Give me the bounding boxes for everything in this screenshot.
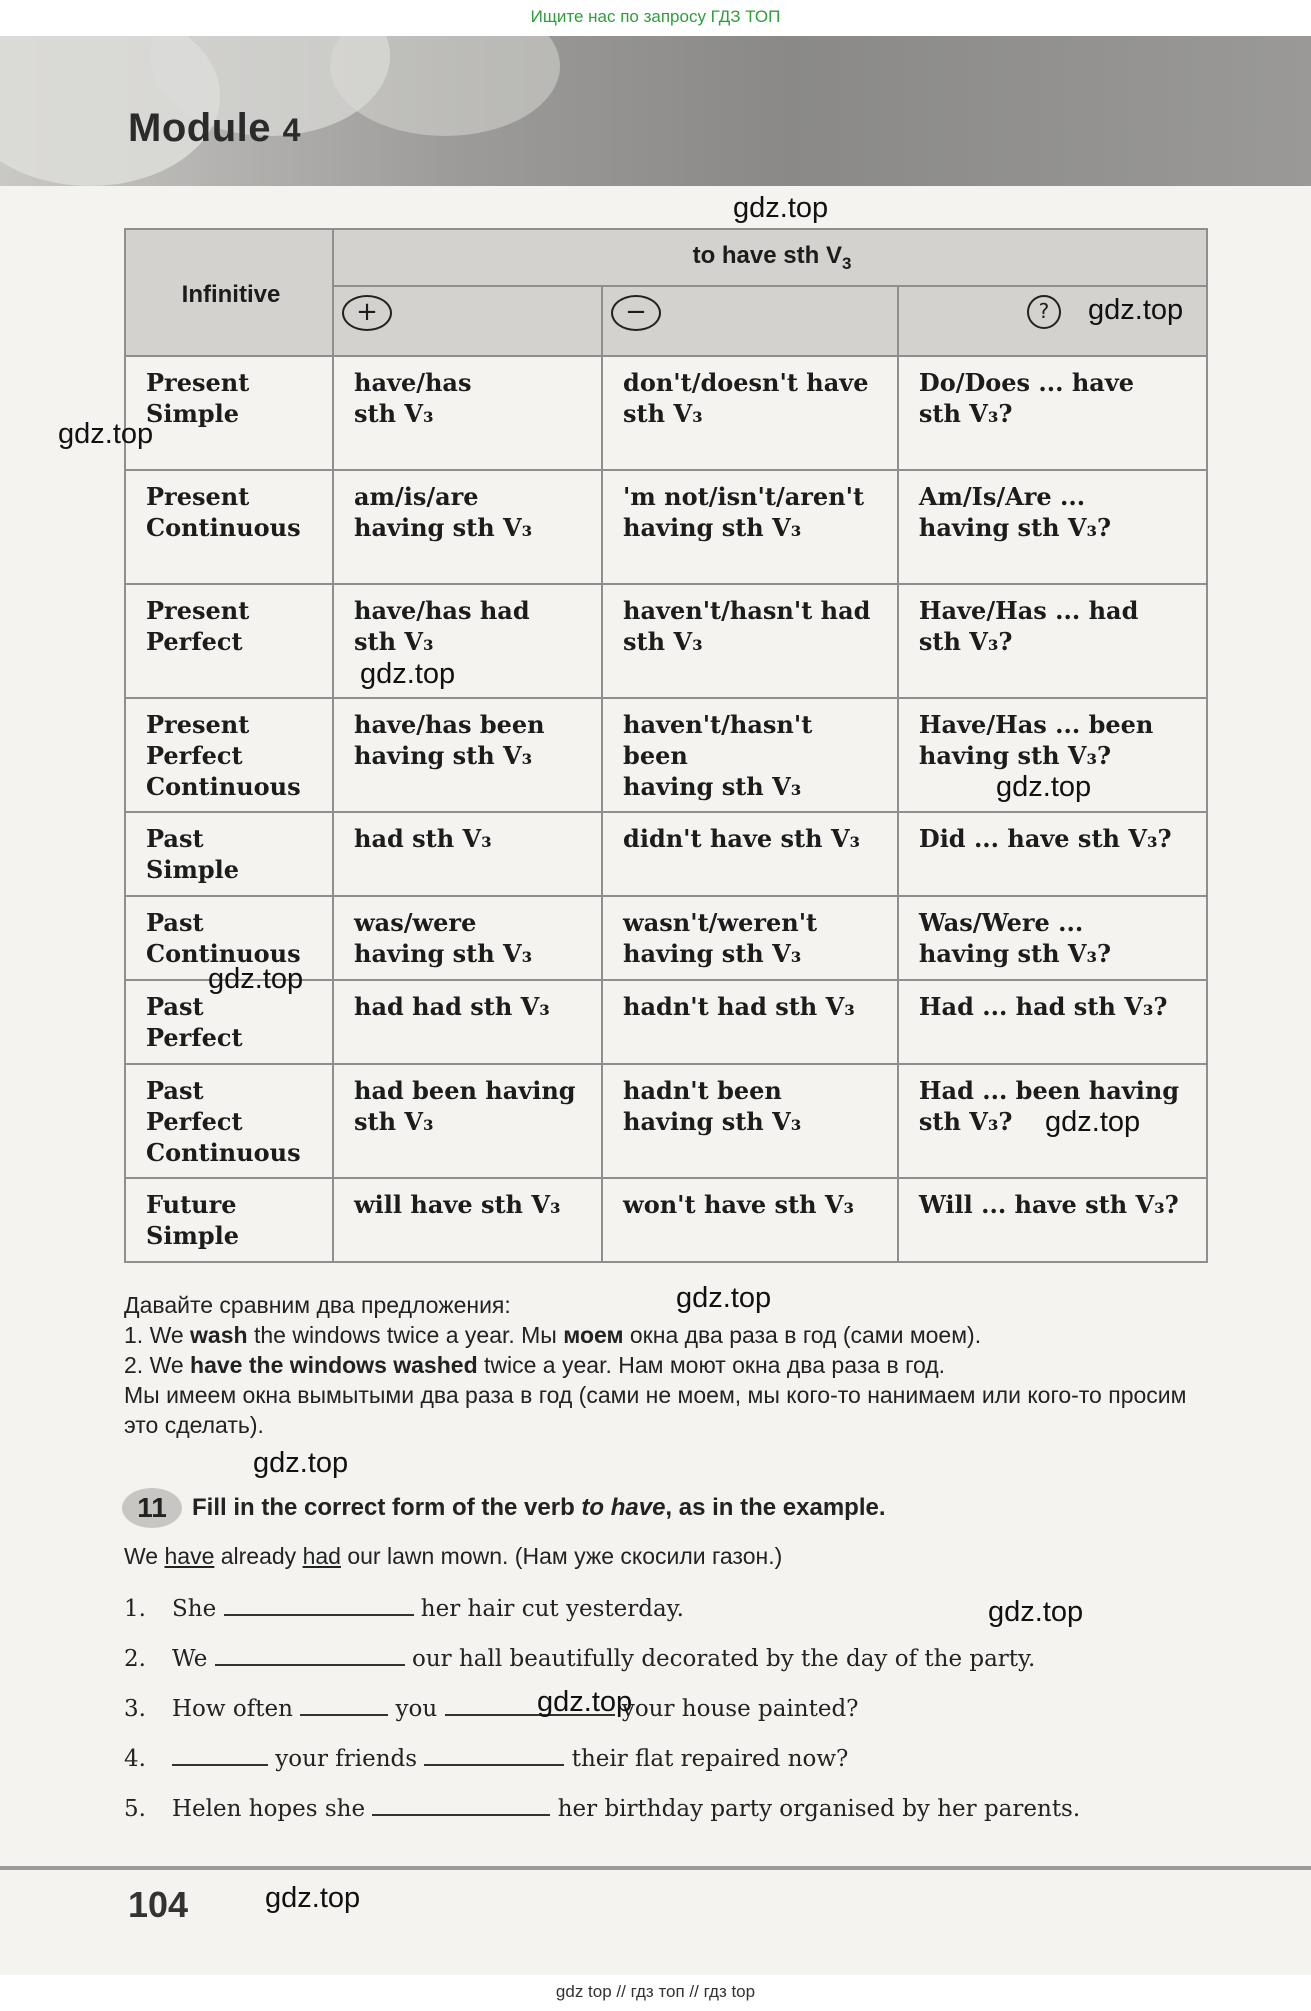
negative-cell (602, 470, 898, 584)
item-number: 4. (124, 1746, 146, 1772)
tense-cell (125, 1064, 333, 1178)
exercise-example: We have already had our lawn mown. (Нам уже скосили газон.) (124, 1543, 783, 1569)
question-cell (898, 812, 1207, 896)
item-text: Helen hopes she (172, 1796, 373, 1822)
cell-line: having sth V₃ (623, 938, 802, 968)
item-text: her birthday party organised by her parents. (550, 1796, 1081, 1822)
cell-line: having sth V₃ (354, 938, 533, 968)
question-cell (898, 980, 1207, 1064)
cell-line: Perfect (146, 1022, 243, 1052)
cell-line: having sth V₃ (623, 1106, 802, 1136)
negative-cell (602, 812, 898, 896)
item-number: 1. (124, 1596, 146, 1622)
cell-line: Future (146, 1189, 237, 1219)
table-row (125, 470, 1207, 584)
watermark: gdz.top (996, 771, 1092, 803)
comparison-sentence-1: 1. We wash the windows twice a year. Мы моем окна два раза в год (сами моем). (124, 1322, 982, 1348)
watermark: gdz.top (208, 963, 304, 995)
cell-line: Present (146, 595, 250, 625)
header-infinitive: Infinitive (125, 229, 333, 356)
cell-line: am/is/are (354, 481, 479, 511)
cell-line: having sth V₃ (354, 512, 533, 542)
cell-line: sth V₃? (918, 1106, 1013, 1136)
cell-line: had sth V₃ (354, 823, 492, 853)
exercise-item (124, 1692, 1224, 1742)
cell-line: Present (146, 709, 250, 739)
watermark: gdz.top (1045, 1106, 1141, 1138)
cell-line: sth V₃ (623, 626, 703, 656)
header-to-have: to have sth $V_3$ (333, 229, 1207, 286)
question-cell (898, 356, 1207, 470)
exercise-item (124, 1742, 1224, 1792)
item-text: you (388, 1696, 445, 1722)
affirmative-cell (333, 356, 602, 470)
item-number: 2. (124, 1646, 146, 1672)
comparison-explanation: Мы имеем окна вымытыми два раза в год (сами не моем, мы кого-то нанимаем или кого-то просим это сделать). (124, 1382, 1187, 1438)
watermark: gdz.top (733, 192, 829, 224)
item-text: We (172, 1646, 215, 1672)
tense-cell (125, 1178, 333, 1262)
negative-cell (602, 1064, 898, 1178)
cell-line: Past (146, 991, 204, 1021)
table-row (125, 584, 1207, 698)
item-text: your house painted? (614, 1696, 859, 1722)
cell-line: Continuous (146, 1137, 301, 1167)
cell-line: didn't have sth V₃ (623, 823, 861, 853)
cell-line: sth V₃ (354, 398, 434, 428)
negative-cell (602, 1178, 898, 1262)
cell-line: had been having (354, 1075, 576, 1105)
exercise-instruction: Fill in the correct form of the verb to have, as in the example. (192, 1494, 886, 1521)
cell-line: Present (146, 367, 250, 397)
cell-line: Was/Were ... (918, 907, 1084, 937)
item-text: her hair cut yesterday. (413, 1596, 684, 1622)
item-text: their flat repaired now? (564, 1746, 849, 1772)
cell-line: won't have sth V₃ (623, 1189, 855, 1219)
affirmative-cell (333, 470, 602, 584)
comparison-intro: Давайте сравним два предложения: (124, 1292, 511, 1318)
cell-line: Continuous (146, 938, 301, 968)
cell-line: Have/Has ... had (918, 595, 1139, 625)
tense-cell (125, 470, 333, 584)
question-cell (898, 470, 1207, 584)
module-title: Module 4 (128, 106, 301, 150)
cell-line: will have sth V₃ (354, 1189, 561, 1219)
cell-line: Past (146, 823, 204, 853)
cell-line: Continuous (146, 771, 301, 801)
affirmative-cell (333, 980, 602, 1064)
module-header-band (0, 36, 1311, 186)
answer-blank[interactable] (172, 1742, 268, 1766)
cell-line: Do/Does ... have (918, 367, 1135, 397)
table-row (125, 812, 1207, 896)
cell-line: 'm not/isn't/aren't (623, 481, 865, 511)
cell-line: Have/Has ... been (918, 709, 1154, 739)
cell-line: Perfect (146, 740, 243, 770)
page-number: 104 (128, 1884, 189, 1925)
cell-line: Present (146, 481, 250, 511)
tense-cell (125, 698, 333, 812)
cell-line: sth V₃ (623, 398, 703, 428)
watermark: gdz.top (253, 1447, 349, 1479)
negative-column-header (602, 286, 898, 356)
tense-cell (125, 356, 333, 470)
table-row (125, 1178, 1207, 1262)
item-text: our hall beautifully decorated by the day of the party. (404, 1646, 1036, 1672)
exercise-heading (122, 1488, 886, 1528)
exercise-items (124, 1592, 1224, 1842)
watermark: gdz.top (265, 1882, 361, 1914)
cell-line: Simple (146, 1220, 240, 1250)
item-number: 5. (124, 1796, 146, 1822)
answer-blank[interactable] (424, 1742, 564, 1766)
negative-cell (602, 584, 898, 698)
cell-line: having sth V₃ (354, 740, 533, 770)
cell-line: Past (146, 1075, 204, 1105)
cell-line: having sth V₃ (623, 512, 802, 542)
decorative-petal (330, 36, 560, 136)
bottom-banner-link[interactable]: gdz top // гдз топ // гдз top (0, 1975, 1311, 2011)
cell-line: sth V₃ (354, 626, 434, 656)
cell-line: having sth V₃? (918, 512, 1112, 542)
watermark: gdz.top (676, 1282, 772, 1314)
exercise-item (124, 1792, 1224, 1842)
question-cell (898, 584, 1207, 698)
answer-blank[interactable] (372, 1792, 550, 1816)
cell-line: Perfect (146, 1106, 243, 1136)
cell-line: was/were (354, 907, 477, 937)
question-cell (898, 896, 1207, 980)
minus-icon: − (611, 295, 661, 331)
top-banner-link[interactable]: Ищите нас по запросу ГДЗ ТОП (0, 0, 1311, 36)
affirmative-cell (333, 1178, 602, 1262)
cell-line: having sth V₃? (918, 740, 1112, 770)
answer-blank[interactable] (224, 1592, 414, 1616)
cell-line: Will ... have sth V₃? (918, 1189, 1179, 1219)
cell-line: having sth V₃? (918, 938, 1112, 968)
cell-line: Had ... had sth V₃? (918, 991, 1168, 1021)
item-text: She (172, 1596, 224, 1622)
negative-cell (602, 356, 898, 470)
comparison-block (124, 1290, 1224, 1440)
affirmative-cell (333, 1064, 602, 1178)
cell-line: Simple (146, 854, 240, 884)
item-text: How often (172, 1696, 301, 1722)
exercise-number-badge: 11 (122, 1488, 182, 1528)
cell-line: Had ... been having (918, 1075, 1180, 1105)
cell-line: haven't/hasn't (623, 709, 813, 739)
affirmative-column-header (333, 286, 602, 356)
cell-line: wasn't/weren't (623, 907, 818, 937)
negative-cell (602, 896, 898, 980)
table-row (125, 356, 1207, 470)
question-cell (898, 1178, 1207, 1262)
cell-line: having sth V₃ (623, 771, 802, 801)
item-text: your friends (268, 1746, 425, 1772)
cell-line: Past (146, 907, 204, 937)
question-icon: ? (1027, 295, 1061, 329)
watermark: gdz.top (988, 1596, 1084, 1628)
cell-line: have/has (354, 367, 472, 397)
cell-line: sth V₃? (918, 398, 1013, 428)
cell-line: Am/Is/Are ... (918, 481, 1086, 511)
watermark: gdz.top (58, 418, 154, 450)
tense-cell (125, 584, 333, 698)
answer-blank[interactable] (215, 1642, 405, 1666)
cell-line: Continuous (146, 512, 301, 542)
cell-line: sth V₃ (354, 1106, 434, 1136)
cell-line: Perfect (146, 626, 243, 656)
item-number: 3. (124, 1696, 146, 1722)
cell-line: haven't/hasn't had (623, 595, 871, 625)
tense-cell (125, 812, 333, 896)
cell-line: hadn't had sth V₃ (623, 991, 855, 1021)
watermark: gdz.top (360, 658, 456, 690)
cell-line: had had sth V₃ (354, 991, 550, 1021)
affirmative-cell (333, 896, 602, 980)
cell-line: been (623, 740, 688, 770)
cell-line: Did ... have sth V₃? (918, 823, 1172, 853)
page-divider (0, 1866, 1311, 1870)
cell-line: hadn't been (623, 1075, 782, 1105)
watermark: gdz.top (1088, 294, 1184, 326)
cell-line: don't/doesn't have (623, 367, 869, 397)
cell-line: have/has had (354, 595, 530, 625)
affirmative-cell (333, 698, 602, 812)
watermark: gdz.top (537, 1686, 633, 1718)
negative-cell (602, 698, 898, 812)
affirmative-cell (333, 812, 602, 896)
cell-line: Simple (146, 398, 240, 428)
cell-line: have/has been (354, 709, 545, 739)
negative-cell (602, 980, 898, 1064)
cell-line: sth V₃? (918, 626, 1013, 656)
plus-icon: + (342, 295, 392, 331)
exercise-item (124, 1642, 1224, 1692)
answer-blank[interactable] (300, 1692, 388, 1716)
comparison-sentence-2: 2. We have the windows washed twice a year. Нам моют окна два раза в год. (124, 1352, 946, 1378)
